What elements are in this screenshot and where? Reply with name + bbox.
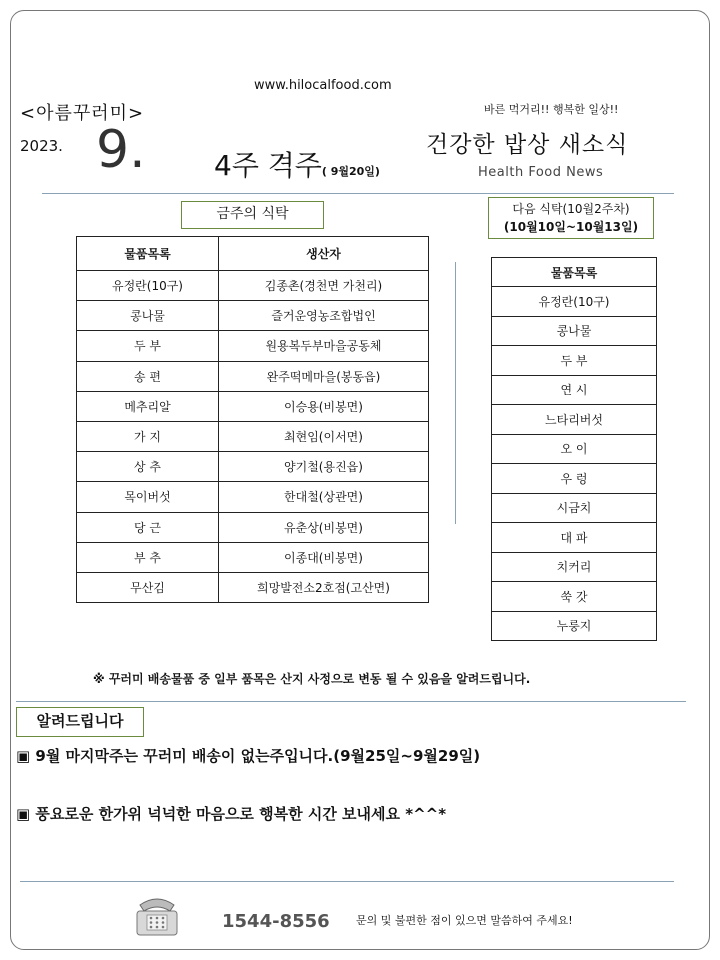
phone-number[interactable]: 1544-8556 xyxy=(222,911,330,932)
next-week-label xyxy=(488,197,654,239)
column-header-item: 물품목록 xyxy=(492,258,657,287)
table-row xyxy=(492,464,657,494)
announcement-label: 알려드립니다 xyxy=(16,707,144,737)
producer-cell: 즐거운영농조합법인 xyxy=(219,301,429,331)
table-row xyxy=(492,434,657,464)
item-cell: 당 근 xyxy=(77,512,219,542)
table-row xyxy=(77,391,429,421)
brand-name: <아름꾸러미> xyxy=(20,103,145,124)
item-cell: 콩나물 xyxy=(77,301,219,331)
producer-cell: 이종대(비봉면) xyxy=(219,542,429,572)
producer-cell: 원용복두부마을공동체 xyxy=(219,331,429,361)
substitution-notice: ※ 꾸러미 배송물품 중 일부 품목은 산지 사정으로 변동 될 수 있음을 알려드립니다. xyxy=(93,672,531,686)
website-url[interactable]: www.hilocalfood.com xyxy=(254,78,392,93)
item-cell: 목이버섯 xyxy=(77,482,219,512)
issue-year: 2023. xyxy=(20,137,63,155)
telephone-icon xyxy=(134,889,180,939)
item-cell: 시금치 xyxy=(492,493,657,523)
announcement-message-2: ▣ 풍요로운 한가위 넉넉한 마음으로 행복한 시간 보내세요 *^^* xyxy=(16,805,447,823)
next-week-label-line2: (10월10일~10월13일) xyxy=(503,220,639,234)
table-row xyxy=(492,611,657,641)
next-week-table xyxy=(491,257,657,641)
item-cell: 대 파 xyxy=(492,523,657,553)
next-week-label-line1: 다음 식탁(10월2주차) xyxy=(512,202,630,216)
item-cell: 우 렁 xyxy=(492,464,657,494)
item-cell: 메추리알 xyxy=(77,391,219,421)
producer-cell: 최현임(이서면) xyxy=(219,421,429,451)
week-text: 4주 격주 xyxy=(214,149,322,182)
table-header-row xyxy=(77,237,429,271)
table-row xyxy=(77,512,429,542)
table-row xyxy=(492,582,657,612)
producer-cell: 희망발전소2호점(고산면) xyxy=(219,572,429,602)
announcement-message-1: ▣ 9월 마지막주는 꾸러미 배송이 없는주입니다.(9월25일~9월29일) xyxy=(16,747,481,765)
table-row xyxy=(492,346,657,376)
table-row xyxy=(77,482,429,512)
table-row xyxy=(492,287,657,317)
producer-cell: 이승용(비봉면) xyxy=(219,391,429,421)
column-header-item: 물품목록 xyxy=(77,237,219,271)
item-cell: 가 지 xyxy=(77,421,219,451)
table-row xyxy=(77,301,429,331)
item-cell: 무산김 xyxy=(77,572,219,602)
table-row xyxy=(492,316,657,346)
producer-cell: 양기철(용진읍) xyxy=(219,452,429,482)
item-cell: 쑥 갓 xyxy=(492,582,657,612)
item-cell: 느타리버섯 xyxy=(492,405,657,435)
item-cell: 상 추 xyxy=(77,452,219,482)
producer-cell: 한대철(상관면) xyxy=(219,482,429,512)
slogan: 바른 먹거리!! 행복한 일상!! xyxy=(484,103,619,116)
table-row xyxy=(77,452,429,482)
table-row xyxy=(77,421,429,451)
contact-text: 문의 및 불편한 점이 있으면 말씀하여 주세요! xyxy=(356,914,573,927)
subheadline: Health Food News xyxy=(478,165,604,180)
producer-cell: 완주떡메마을(봉동읍) xyxy=(219,361,429,391)
table-row xyxy=(77,572,429,602)
column-divider xyxy=(455,262,456,524)
item-cell: 오 이 xyxy=(492,434,657,464)
issue-date: ( 9월20일) xyxy=(321,165,380,178)
item-cell: 두 부 xyxy=(492,346,657,376)
item-cell: 두 부 xyxy=(77,331,219,361)
issue-week xyxy=(214,149,380,182)
column-header-producer: 생산자 xyxy=(219,237,429,271)
header-divider xyxy=(42,193,674,194)
table-row xyxy=(492,552,657,582)
item-cell: 부 추 xyxy=(77,542,219,572)
producer-cell: 김종촌(경천면 가천리) xyxy=(219,271,429,301)
headline: 건강한 밥상 새소식 xyxy=(426,132,629,158)
table-row xyxy=(77,361,429,391)
this-week-label: 금주의 식탁 xyxy=(181,201,324,229)
item-cell: 연 시 xyxy=(492,375,657,405)
notice-divider xyxy=(16,701,686,702)
item-cell: 유정란(10구) xyxy=(77,271,219,301)
table-header-row xyxy=(492,258,657,287)
this-week-table xyxy=(76,236,429,603)
table-row xyxy=(492,523,657,553)
table-row xyxy=(492,405,657,435)
item-cell: 치커리 xyxy=(492,552,657,582)
issue-month: 9. xyxy=(96,120,146,180)
item-cell: 유정란(10구) xyxy=(492,287,657,317)
table-row xyxy=(492,493,657,523)
table-row xyxy=(77,542,429,572)
table-row xyxy=(492,375,657,405)
producer-cell: 유춘상(비봉면) xyxy=(219,512,429,542)
footer-divider xyxy=(20,881,674,882)
item-cell: 콩나물 xyxy=(492,316,657,346)
item-cell: 누룽지 xyxy=(492,611,657,641)
table-row xyxy=(77,271,429,301)
item-cell: 송 편 xyxy=(77,361,219,391)
table-row xyxy=(77,331,429,361)
